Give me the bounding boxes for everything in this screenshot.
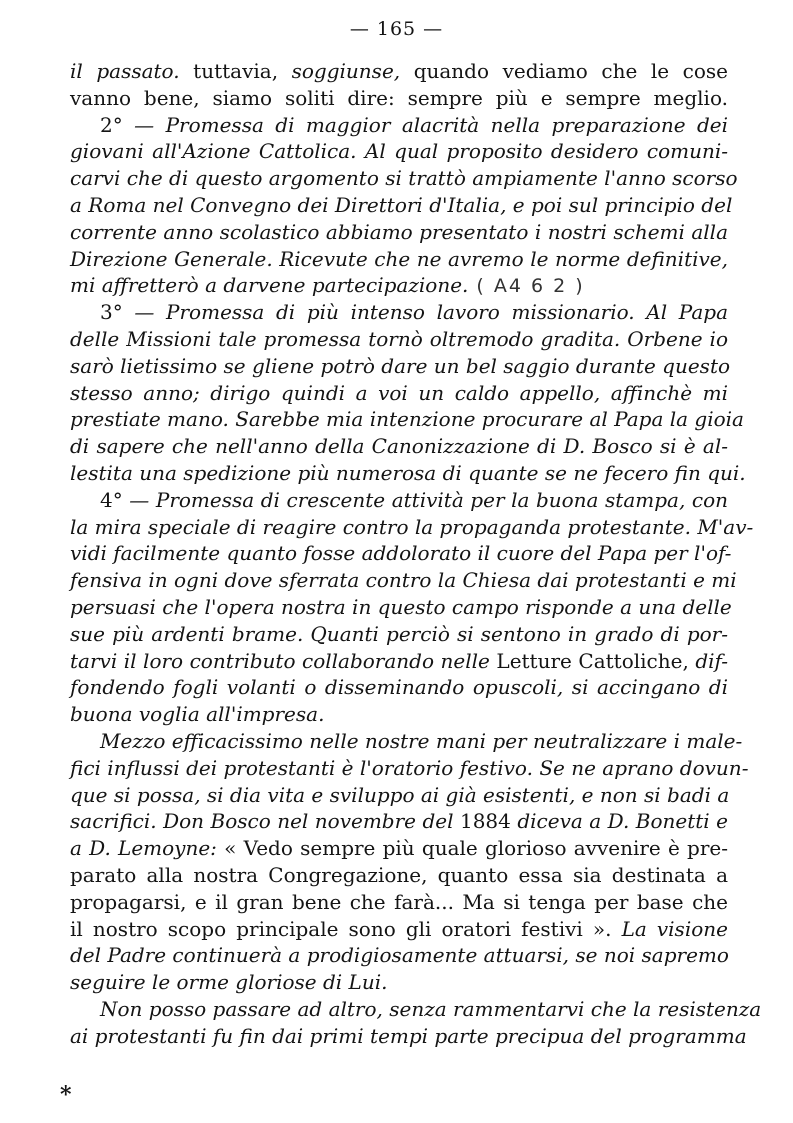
text-line [70,540,732,567]
italic-text: sue più ardenti brame. Quanti perciò si sentono in grado di por- [70,621,728,646]
text-line [70,192,733,219]
text-line [70,701,728,728]
text-line [70,755,749,782]
italic-text: Non posso passare ad altro, senza rammentarvi che la resistenza [100,996,762,1021]
italic-text: giovani all'Azione Cattolica. Al qual proposito desidero comuni- [70,139,728,164]
text-line [70,782,728,809]
italic-text: prestiate mano. Sarebbe mia intenzione procurare al Papa la gioia [70,407,744,432]
text-line [70,916,728,943]
italic-text: diceva a D. Bonetti e [510,809,728,834]
italic-text: vidi facilmente quanto fosse addolorato il cuore del Papa per l'of- [70,541,732,566]
roman-text: il nostro scopo principale sono gli oratori festivi ». [70,916,612,941]
roman-text: vanno bene, siamo soliti dire: sempre più e sempre meglio. [70,85,728,110]
text-line [70,272,728,299]
text-line [70,1023,747,1050]
text-line [70,487,728,514]
text-line [70,219,728,246]
italic-text: a D. Lemoyne: [70,836,217,861]
italic-text: carvi che di questo argomento si trattò ampiamente l'anno scorso [70,166,738,191]
italic-text: mi affretterò a darvene partecipazione. [70,273,469,298]
handwritten-annotation: ( A4 6 2 ) [476,275,585,298]
italic-text: di sapere che nell'anno della Canonizzazione di D. Bosco si è al- [70,434,728,459]
italic-text: delle Missioni tale promessa tornò oltremodo gradita. Orbene io [70,326,728,351]
italic-text: buona voglia all'impresa. [70,702,325,727]
text-line [70,433,728,460]
text-line [70,380,728,407]
italic-text: Direzione Generale. Ricevute che ne avremo le norme definitive, [70,246,728,271]
text-line [70,621,728,648]
text-line [70,889,728,916]
italic-text: — Promessa di crescente attività per la buona stampa, con [122,487,728,512]
text-line [70,674,728,701]
text-line [70,514,754,541]
text-line [70,299,728,326]
text-line [70,406,744,433]
text-line [70,942,728,969]
italic-text: a Roma nel Convegno dei Direttori d'Italia, e poi sul principio del [70,192,733,217]
body-text [70,58,762,1049]
footnote-marker: * [60,1082,72,1108]
italic-text: Mezzo efficacissimo nelle nostre mani per neutralizzare i male- [100,728,743,753]
italic-text: dif- [688,648,728,673]
italic-text: tarvi il loro contributo collaborando nelle [70,648,497,673]
text-line [70,353,731,380]
italic-text: ai protestanti fu fin dai primi tempi parte precipua del programma [70,1023,747,1048]
text-line [70,138,728,165]
roman-text: 1884 [459,809,511,834]
italic-text: del Padre continuerà a prodigiosamente attuarsi, se noi sapremo [70,943,729,968]
text-line [70,326,728,353]
italic-text: seguire le orme gloriose di Lui. [70,970,388,995]
italic-text: soggiunse, [291,59,401,83]
italic-text: persuasi che l'opera nostra in questo campo risponde a una delle [70,594,732,619]
text-line [70,58,728,85]
text-line [70,246,728,273]
italic-text: — Promessa di più intenso lavoro missionario. Al Papa [122,300,728,325]
roman-text: 2° [100,112,123,137]
roman-text: propagarsi, e il gran bene che farà... Ma si tenga per base che [70,889,728,914]
italic-text: — Promessa di maggior alacrità nella preparazione dei [122,112,728,137]
italic-text: que si possa, si dia vita e sviluppo ai già esistenti, e non si badi a [70,782,730,807]
text-line [70,728,743,755]
text-line [70,969,728,996]
italic-text: sarò lietissimo se gliene potrò dare un bel saggio durante questo [70,353,731,378]
italic-text: sacrifici. Don Bosco nel novembre del [70,809,460,834]
italic-text: lestita una spedizione più numerosa di quante se ne fecero fin qui. [70,460,746,485]
italic-text: la mira speciale di reagire contro la propaganda protestante. M'av- [70,514,754,539]
italic-text: fondendo fogli volanti o disseminando opuscoli, si accingano di [70,675,728,700]
text-line [70,594,732,621]
text-line [70,85,728,112]
text-line [70,996,762,1023]
italic-text: stesso anno; dirigo quindi a voi un caldo appello, affinchè mi [70,380,728,405]
text-line [70,567,737,594]
text-line [70,808,728,835]
italic-text: fensiva in ogni dove sferrata contro la Chiesa dai protestanti e mi [70,568,737,593]
text-line [70,112,728,139]
text-line [70,835,728,862]
roman-text: tuttavia, [179,59,292,83]
page-number: — 165 — [349,18,444,40]
roman-text: 3° [100,300,123,325]
roman-text: parato alla nostra Congregazione, quanto essa sia destinata a [70,862,728,887]
italic-text: corrente anno scolastico abbiamo presentato i nostri schemi alla [70,219,728,244]
text-line [70,460,746,487]
roman-text: 4° [100,487,123,512]
roman-text: « Vedo sempre più quale glorioso avvenire è pre- [216,836,729,861]
text-line [70,165,738,192]
italic-text: La visione [611,916,728,941]
roman-text: quando vediamo che le cose [400,59,728,83]
text-line [70,862,728,889]
roman-text: Letture Cattoliche, [496,648,689,673]
italic-text: fici influssi dei protestanti è l'oratorio festivo. Se ne aprano dovun- [70,755,749,780]
text-line [70,648,728,675]
italic-text: il passato. [70,59,180,83]
